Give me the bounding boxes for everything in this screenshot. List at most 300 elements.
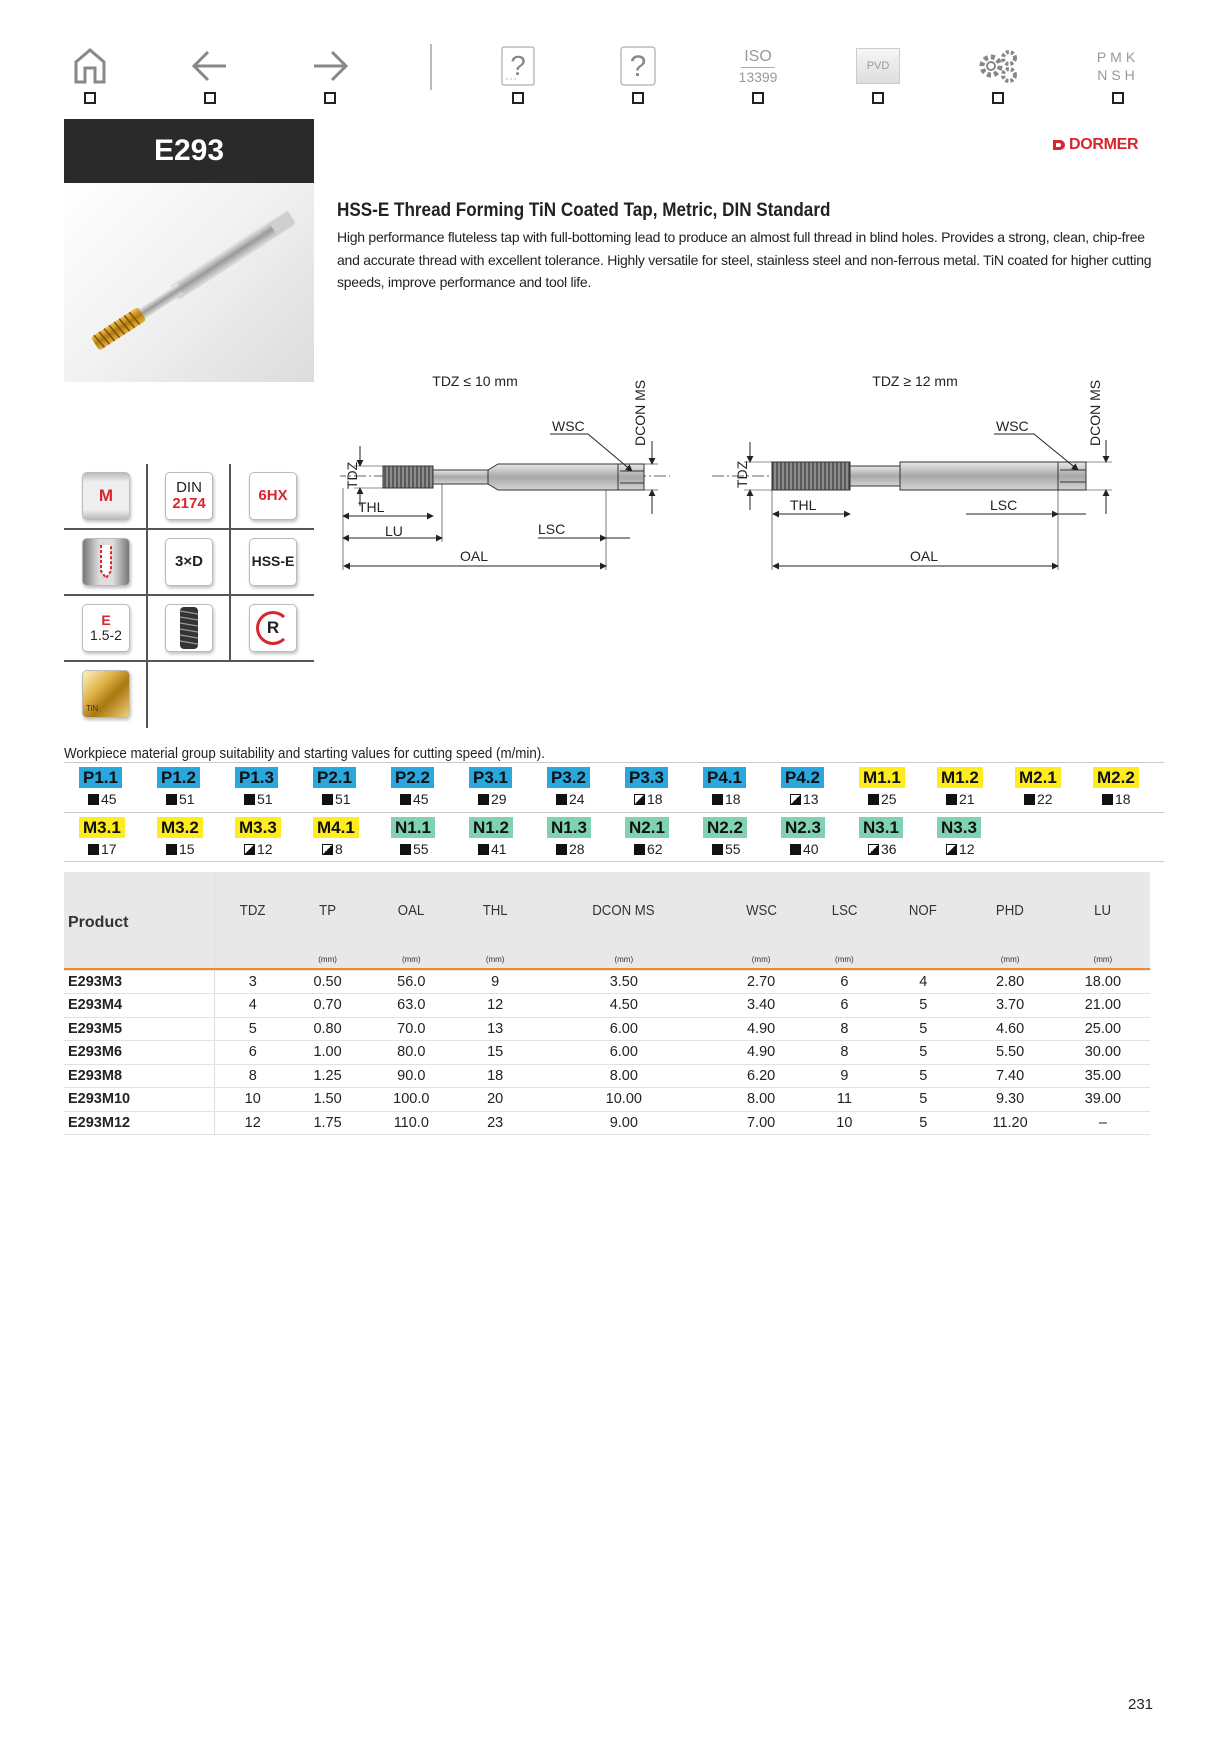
nav-divider <box>430 44 432 90</box>
table-row[interactable] <box>64 1064 1150 1088</box>
speed-value: 15 <box>179 841 195 857</box>
din-label: DIN <box>176 478 202 496</box>
value-cell: 8 <box>214 1064 291 1088</box>
left-thl-label: THL <box>358 499 385 515</box>
home-checkbox[interactable] <box>84 92 96 104</box>
secondary-suitability-icon <box>790 794 801 805</box>
pmk-label: PMK <box>1096 49 1140 65</box>
cutting-speed <box>88 791 117 807</box>
value-cell: – <box>1056 1111 1150 1135</box>
settings-button[interactable] <box>972 40 1024 110</box>
primary-suitability-icon <box>556 794 567 805</box>
primary-suitability-icon <box>868 794 879 805</box>
right-dcon-label: DCON MS <box>1087 379 1103 446</box>
primary-suitability-icon <box>88 794 99 805</box>
value-cell: 21.00 <box>1056 994 1150 1018</box>
column-header-wsc <box>716 872 807 968</box>
material-group-p4-2 <box>766 766 844 812</box>
material-group-p1-2 <box>142 766 220 812</box>
column-name: LU <box>1094 902 1112 919</box>
value-cell: 100.0 <box>364 1088 458 1112</box>
material-code: M3.1 <box>79 817 125 838</box>
value-cell: 10.00 <box>532 1088 716 1112</box>
value-cell: 9.00 <box>532 1111 716 1135</box>
help-button[interactable] <box>612 40 664 110</box>
material-code: P1.1 <box>79 767 122 788</box>
material-group-m2-2 <box>1078 766 1156 812</box>
left-lsc-label: LSC <box>538 521 566 537</box>
tolerance-label: 6HX <box>258 486 288 504</box>
material-code: P4.2 <box>781 767 824 788</box>
value-cell: 11 <box>807 1088 883 1112</box>
value-cell: 70.0 <box>364 1017 458 1041</box>
value-cell: 0.50 <box>291 970 364 994</box>
cutting-speed <box>868 791 897 807</box>
secondary-suitability-icon <box>322 844 333 855</box>
pvd-label: PVD <box>866 59 890 72</box>
cutting-speed <box>1102 791 1131 807</box>
column-unit: (mm) <box>485 955 505 964</box>
secondary-suitability-icon <box>946 844 957 855</box>
product-photo <box>64 183 314 382</box>
question-doc-icon <box>492 46 544 86</box>
cutting-speed <box>946 841 975 857</box>
speed-value: 13 <box>803 791 819 807</box>
speed-value: 25 <box>881 791 897 807</box>
value-cell: 3.40 <box>716 994 807 1018</box>
value-cell: 10 <box>807 1111 883 1135</box>
right-tdz-label: TDZ <box>734 460 750 488</box>
material-code: N1.2 <box>469 817 513 838</box>
table-row[interactable] <box>64 1017 1150 1041</box>
pvd-button[interactable] <box>852 40 904 110</box>
rotation-right-icon <box>249 604 297 652</box>
help-checkbox[interactable] <box>632 92 644 104</box>
top-navigation <box>64 40 1174 110</box>
cutting-speed <box>1024 791 1053 807</box>
material-code: M3.3 <box>235 817 281 838</box>
material-code: P1.3 <box>235 767 278 788</box>
value-cell: 63.0 <box>364 994 458 1018</box>
column-header-lsc <box>807 872 883 968</box>
primary-suitability-icon <box>712 844 723 855</box>
product-code-cell: E293M5 <box>64 1017 214 1041</box>
depth-label: 3×D <box>175 552 203 570</box>
value-cell: 0.70 <box>291 994 364 1018</box>
material-group-p3-3 <box>610 766 688 812</box>
primary-suitability-icon <box>88 844 99 855</box>
material-group-n2-3 <box>766 816 844 862</box>
speed-value: 55 <box>725 841 741 857</box>
value-cell: 23 <box>458 1111 532 1135</box>
fluteless-icon <box>165 604 213 652</box>
material-code: P2.2 <box>391 767 434 788</box>
speed-value: 29 <box>491 791 507 807</box>
material-code: M1.1 <box>859 767 905 788</box>
materials-row-2 <box>64 812 1164 862</box>
material-group-n2-2 <box>688 816 766 862</box>
speed-value: 45 <box>101 791 117 807</box>
value-cell: 3.70 <box>964 994 1055 1018</box>
speed-value: 55 <box>413 841 429 857</box>
material-code: M3.2 <box>157 817 203 838</box>
value-cell: 6.00 <box>532 1017 716 1041</box>
primary-suitability-icon <box>946 794 957 805</box>
primary-suitability-icon <box>1024 794 1035 805</box>
column-unit: (mm) <box>318 955 337 964</box>
value-cell: 8.00 <box>532 1064 716 1088</box>
speed-value: 28 <box>569 841 585 857</box>
page-number: 231 <box>1128 1696 1154 1713</box>
cutting-speed <box>946 791 975 807</box>
product-column-header: Product <box>64 872 214 968</box>
cutting-speed <box>166 841 195 857</box>
value-cell: 56.0 <box>364 970 458 994</box>
cutting-speed <box>88 841 117 857</box>
material-code: P3.2 <box>547 767 590 788</box>
material-code: N2.1 <box>625 817 669 838</box>
depth-icon <box>165 538 213 586</box>
brand-logo <box>1052 136 1138 154</box>
back-checkbox[interactable] <box>204 92 216 104</box>
tin-coating-icon <box>82 670 130 718</box>
column-unit: (mm) <box>751 955 771 964</box>
table-row[interactable] <box>64 970 1150 994</box>
primary-suitability-icon <box>478 844 489 855</box>
column-name: LSC <box>831 902 858 919</box>
material-filter-checkbox[interactable] <box>1112 92 1124 104</box>
value-cell: 5 <box>214 1017 291 1041</box>
value-cell: 39.00 <box>1056 1088 1150 1112</box>
value-cell: 6 <box>807 970 883 994</box>
material-grade-label: HSS-E <box>251 553 295 570</box>
column-header-tp <box>291 872 364 968</box>
value-cell: 5 <box>882 1064 964 1088</box>
column-header-lu <box>1056 872 1150 968</box>
technical-drawings <box>340 376 1170 586</box>
value-cell: 12 <box>458 994 532 1018</box>
cutting-speed <box>868 841 897 857</box>
arrow-right-icon <box>304 46 356 86</box>
left-drawing-title: TDZ ≤ 10 mm <box>432 376 518 389</box>
column-unit: (mm) <box>1093 955 1113 964</box>
column-name: WSC <box>745 902 777 919</box>
cutting-speed <box>556 841 585 857</box>
material-group-p1-3 <box>220 766 298 812</box>
value-cell: 7.40 <box>964 1064 1055 1088</box>
column-name: TP <box>319 902 337 919</box>
value-cell: 5 <box>882 1111 964 1135</box>
material-code: N2.3 <box>781 817 825 838</box>
cutting-speed <box>478 791 507 807</box>
material-group-m4-1 <box>298 816 376 862</box>
material-group-m3-2 <box>142 816 220 862</box>
product-code-cell: E293M10 <box>64 1088 214 1112</box>
home-button[interactable] <box>64 40 116 110</box>
speed-value: 41 <box>491 841 507 857</box>
primary-suitability-icon <box>400 844 411 855</box>
dormer-mark-icon <box>1052 138 1066 152</box>
table-row[interactable] <box>64 994 1150 1018</box>
arrow-left-icon <box>184 46 236 86</box>
speed-value: 24 <box>569 791 585 807</box>
value-cell: 9 <box>807 1064 883 1088</box>
secondary-suitability-icon <box>244 844 255 855</box>
glossary-button[interactable] <box>492 40 544 110</box>
material-code: N2.2 <box>703 817 747 838</box>
value-cell: 2.70 <box>716 970 807 994</box>
value-cell: 6.00 <box>532 1041 716 1065</box>
value-cell: 5 <box>882 1041 964 1065</box>
cutting-speed <box>400 791 429 807</box>
value-cell: 4.90 <box>716 1041 807 1065</box>
table-row[interactable] <box>64 1088 1150 1112</box>
value-cell: 4 <box>882 970 964 994</box>
drawing-large-tap <box>712 376 1112 570</box>
speed-value: 12 <box>257 841 273 857</box>
column-header-phd <box>964 872 1055 968</box>
column-unit <box>215 955 291 964</box>
value-cell: 7.00 <box>716 1111 807 1135</box>
speed-value: 12 <box>959 841 975 857</box>
material-group-n1-3 <box>532 816 610 862</box>
right-wsc-label: WSC <box>996 418 1029 434</box>
material-code: N1.1 <box>391 817 435 838</box>
material-code: P2.1 <box>313 767 356 788</box>
value-cell: 10 <box>214 1088 291 1112</box>
value-cell: 5 <box>882 1017 964 1041</box>
material-code: M4.1 <box>313 817 359 838</box>
value-cell: 30.00 <box>1056 1041 1150 1065</box>
primary-suitability-icon <box>478 794 489 805</box>
material-group-m1-1 <box>844 766 922 812</box>
value-cell: 18.00 <box>1056 970 1150 994</box>
speed-value: 51 <box>335 791 351 807</box>
material-code: N1.3 <box>547 817 591 838</box>
value-cell: 9.30 <box>964 1088 1055 1112</box>
speed-value: 17 <box>101 841 117 857</box>
speed-value: 18 <box>647 791 663 807</box>
primary-suitability-icon <box>166 794 177 805</box>
value-cell: 1.75 <box>291 1111 364 1135</box>
material-code: P1.2 <box>157 767 200 788</box>
din-standard-icon <box>165 472 213 520</box>
right-oal-label: OAL <box>910 548 939 564</box>
column-name: PHD <box>996 902 1025 919</box>
speed-value: 18 <box>725 791 741 807</box>
value-cell: 12 <box>214 1111 291 1135</box>
metric-thread-label: M <box>98 485 114 505</box>
svg-text:?: ? <box>629 50 647 83</box>
chamfer-letter: E <box>101 611 111 628</box>
column-name: TDZ <box>239 902 266 919</box>
column-unit <box>882 955 964 964</box>
material-group-n1-1 <box>376 816 454 862</box>
material-code: N3.3 <box>937 817 981 838</box>
chamfer-icon <box>82 604 130 652</box>
column-unit: (mm) <box>401 955 421 964</box>
speed-value: 8 <box>335 841 343 857</box>
speed-value: 45 <box>413 791 429 807</box>
secondary-suitability-icon <box>868 844 879 855</box>
value-cell: 8.00 <box>716 1088 807 1112</box>
value-cell: 8 <box>807 1041 883 1065</box>
svg-text:?: ? <box>510 50 526 81</box>
tap-image-icon <box>64 183 314 382</box>
home-icon <box>64 46 116 86</box>
iso-checkbox[interactable] <box>752 92 764 104</box>
speed-value: 51 <box>179 791 195 807</box>
right-thl-label: THL <box>790 497 817 513</box>
value-cell: 4.50 <box>532 994 716 1018</box>
primary-suitability-icon <box>790 844 801 855</box>
cutting-speed <box>400 841 429 857</box>
material-group-m3-3 <box>220 816 298 862</box>
product-code-cell: E293M3 <box>64 970 214 994</box>
value-cell: 5 <box>882 1088 964 1112</box>
cutting-speed <box>244 791 273 807</box>
value-cell: 2.80 <box>964 970 1055 994</box>
cutting-speed <box>634 791 663 807</box>
blind-hole-icon <box>82 538 130 586</box>
column-header-tdz <box>214 872 291 968</box>
column-name: THL <box>482 902 508 919</box>
question-icon <box>612 46 664 86</box>
value-cell: 5 <box>882 994 964 1018</box>
value-cell: 25.00 <box>1056 1017 1150 1041</box>
speed-value: 18 <box>1115 791 1131 807</box>
material-code: P4.1 <box>703 767 746 788</box>
value-cell: 0.80 <box>291 1017 364 1041</box>
material-group-n3-1 <box>844 816 922 862</box>
cutting-speed <box>166 791 195 807</box>
column-name: NOF <box>909 902 938 919</box>
value-cell: 11.20 <box>964 1111 1055 1135</box>
speed-value: 62 <box>647 841 663 857</box>
gears-icon <box>972 46 1024 86</box>
product-table <box>64 872 1150 1135</box>
column-unit: (mm) <box>614 955 634 964</box>
glossary-checkbox[interactable] <box>512 92 524 104</box>
din-number: 2174 <box>172 495 206 512</box>
material-code: M1.2 <box>937 767 983 788</box>
speed-value: 21 <box>959 791 975 807</box>
drawing-small-tap <box>340 376 670 570</box>
product-code: E293 <box>153 134 225 167</box>
product-code-bar <box>64 119 314 183</box>
material-code: M2.1 <box>1015 767 1061 788</box>
speed-value: 51 <box>257 791 273 807</box>
left-oal-label: OAL <box>460 548 489 564</box>
cutting-speed <box>634 841 663 857</box>
cutting-speed <box>790 841 819 857</box>
product-title: HSS-E Thread Forming TiN Coated Tap, Metric, DIN Standard <box>337 200 831 221</box>
iso-number: 13399 <box>738 68 778 85</box>
primary-suitability-icon <box>556 844 567 855</box>
product-code-cell: E293M8 <box>64 1064 214 1088</box>
primary-suitability-icon <box>1102 794 1113 805</box>
chamfer-value: 1.5-2 <box>90 627 122 643</box>
material-group-m1-2 <box>922 766 1000 812</box>
forward-checkbox[interactable] <box>324 92 336 104</box>
pvd-checkbox[interactable] <box>872 92 884 104</box>
secondary-suitability-icon <box>634 794 645 805</box>
material-code: N3.1 <box>859 817 903 838</box>
product-code-cell: E293M6 <box>64 1041 214 1065</box>
left-lu-label: LU <box>385 523 403 539</box>
primary-suitability-icon <box>244 794 255 805</box>
primary-suitability-icon <box>634 844 645 855</box>
materials-row-1 <box>64 762 1164 812</box>
product-code-cell: E293M12 <box>64 1111 214 1135</box>
material-group-n1-2 <box>454 816 532 862</box>
pvd-icon <box>852 46 904 86</box>
cutting-speed <box>478 841 507 857</box>
primary-suitability-icon <box>322 794 333 805</box>
value-cell: 1.00 <box>291 1041 364 1065</box>
material-group-p1-1 <box>64 766 142 812</box>
column-name: OAL <box>398 902 425 919</box>
left-wsc-label: WSC <box>552 418 585 434</box>
iso-button[interactable] <box>732 40 784 110</box>
tolerance-icon <box>249 472 297 520</box>
cutting-speed <box>790 791 819 807</box>
material-group-m3-1 <box>64 816 142 862</box>
value-cell: 1.25 <box>291 1064 364 1088</box>
nsh-label: NSH <box>1097 67 1139 83</box>
feature-icons-grid <box>64 464 314 728</box>
value-cell: 1.50 <box>291 1088 364 1112</box>
value-cell: 5.50 <box>964 1041 1055 1065</box>
settings-checkbox[interactable] <box>992 92 1004 104</box>
cutting-speed <box>322 791 351 807</box>
value-cell: 20 <box>458 1088 532 1112</box>
back-button[interactable] <box>184 40 236 110</box>
material-group-n2-1 <box>610 816 688 862</box>
primary-suitability-icon <box>166 844 177 855</box>
right-drawing-title: TDZ ≥ 12 mm <box>872 376 958 389</box>
value-cell: 3.50 <box>532 970 716 994</box>
cutting-speed <box>712 791 741 807</box>
value-cell: 4.60 <box>964 1017 1055 1041</box>
material-grade-icon <box>249 538 297 586</box>
material-group-p2-1 <box>298 766 376 812</box>
material-code: M2.2 <box>1093 767 1139 788</box>
column-header-dcon-ms <box>532 872 716 968</box>
value-cell: 8 <box>807 1017 883 1041</box>
metric-thread-icon <box>82 472 130 520</box>
value-cell: 80.0 <box>364 1041 458 1065</box>
value-cell: 110.0 <box>364 1111 458 1135</box>
iso-arrow-icon <box>741 67 775 68</box>
value-cell: 35.00 <box>1056 1064 1150 1088</box>
value-cell: 4.90 <box>716 1017 807 1041</box>
value-cell: 9 <box>458 970 532 994</box>
table-row[interactable] <box>64 1111 1150 1135</box>
column-header-oal <box>364 872 458 968</box>
value-cell: 90.0 <box>364 1064 458 1088</box>
forward-button[interactable] <box>304 40 356 110</box>
material-code: P3.3 <box>625 767 668 788</box>
primary-suitability-icon <box>712 794 723 805</box>
column-unit: (mm) <box>1000 955 1020 964</box>
material-group-m2-1 <box>1000 766 1078 812</box>
product-code-cell: E293M4 <box>64 994 214 1018</box>
table-row[interactable] <box>64 1041 1150 1065</box>
material-filter-button[interactable] <box>1092 40 1144 110</box>
value-cell: 6.20 <box>716 1064 807 1088</box>
column-header-thl <box>458 872 532 968</box>
